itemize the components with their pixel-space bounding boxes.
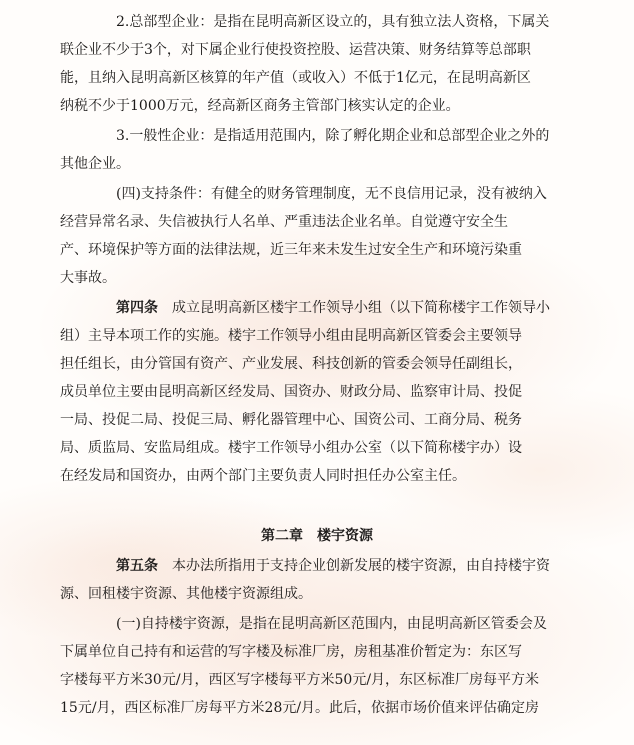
chapter-heading: 第二章 楼宇资源	[261, 528, 373, 544]
text-line: (一)自持楼宇资源，是指在昆明高新区范围内，由昆明高新区管委会及	[116, 616, 547, 632]
text-line: 下属单位自己持有和运营的写字楼及标准厂房，房租基准价暂定为：东区写	[60, 644, 522, 660]
text-line: 产、环境保护等方面的法律法规，近三年来未发生过安全生产和环境污染重	[60, 242, 522, 258]
paragraph-article-5	[60, 552, 568, 608]
text-line: 字楼每平方米30元/月，西区写字楼每平方米50元/月，东区标准厂房每平方米	[60, 672, 540, 688]
text-line: 大事故。	[60, 270, 116, 286]
text-line: 经营异常名录、失信被执行人名单、严重违法企业名单。自觉遵守安全生	[60, 214, 508, 230]
paragraph-general-enterprise	[60, 122, 568, 178]
text-line: 其他企业。	[60, 156, 130, 172]
text-line: 局、质监局、安监局组成。楼宇工作领导小组办公室（以下简称楼宇办）设	[60, 440, 522, 456]
text-line: 本办法所指用于支持企业创新发展的楼宇资源，由自持楼宇资	[158, 558, 550, 574]
text-line: (四)支持条件：有健全的财务管理制度，无不良信用记录，没有被纳入	[116, 186, 547, 202]
text-line: 2.总部型企业：是指在昆明高新区设立的，具有独立法人资格，下属关	[116, 14, 550, 30]
text-line: 联企业不少于3个，对下属企业行使投资控股、运营决策、财务结算等总部职	[60, 42, 531, 58]
paragraph-headquarters-enterprise	[60, 8, 568, 120]
text-line: 纳税不少于1000万元，经高新区商务主管部门核实认定的企业。	[60, 98, 460, 114]
text-line: 成立昆明高新区楼宇工作领导小组（以下简称楼宇工作领导小	[158, 300, 550, 316]
text-line: 一局、投促二局、投促三局、孵化器管理中心、国资公司、工商分局、税务	[60, 412, 522, 428]
text-line: 15元/月，西区标准厂房每平方米28元/月。此后，依据市场价值来评估确定房	[60, 700, 540, 716]
text-line: 担任组长，由分管国有资产、产业发展、科技创新的管委会领导任副组长，	[60, 356, 522, 372]
text-line: 3.一般性企业：是指适用范围内，除了孵化期企业和总部型企业之外的	[116, 128, 550, 144]
article-number: 第四条	[116, 300, 158, 316]
paragraph-article-4	[60, 294, 568, 490]
text-line: 在经发局和国资办，由两个部门主要负责人同时担任办公室主任。	[60, 468, 466, 484]
article-number: 第五条	[116, 558, 158, 574]
text-line: 源、回租楼宇资源、其他楼宇资源组成。	[60, 586, 312, 602]
paragraph-self-owned-resources	[60, 610, 568, 722]
text-line: 成员单位主要由昆明高新区经发局、国资办、财政分局、监察审计局、投促	[60, 384, 522, 400]
text-line: 能，且纳入昆明高新区核算的年产值（或收入）不低于1亿元，在昆明高新区	[60, 70, 531, 86]
text-line: 组）主导本项工作的实施。楼宇工作领导小组由昆明高新区管委会主要领导	[60, 328, 522, 344]
paragraph-support-conditions	[60, 180, 568, 292]
